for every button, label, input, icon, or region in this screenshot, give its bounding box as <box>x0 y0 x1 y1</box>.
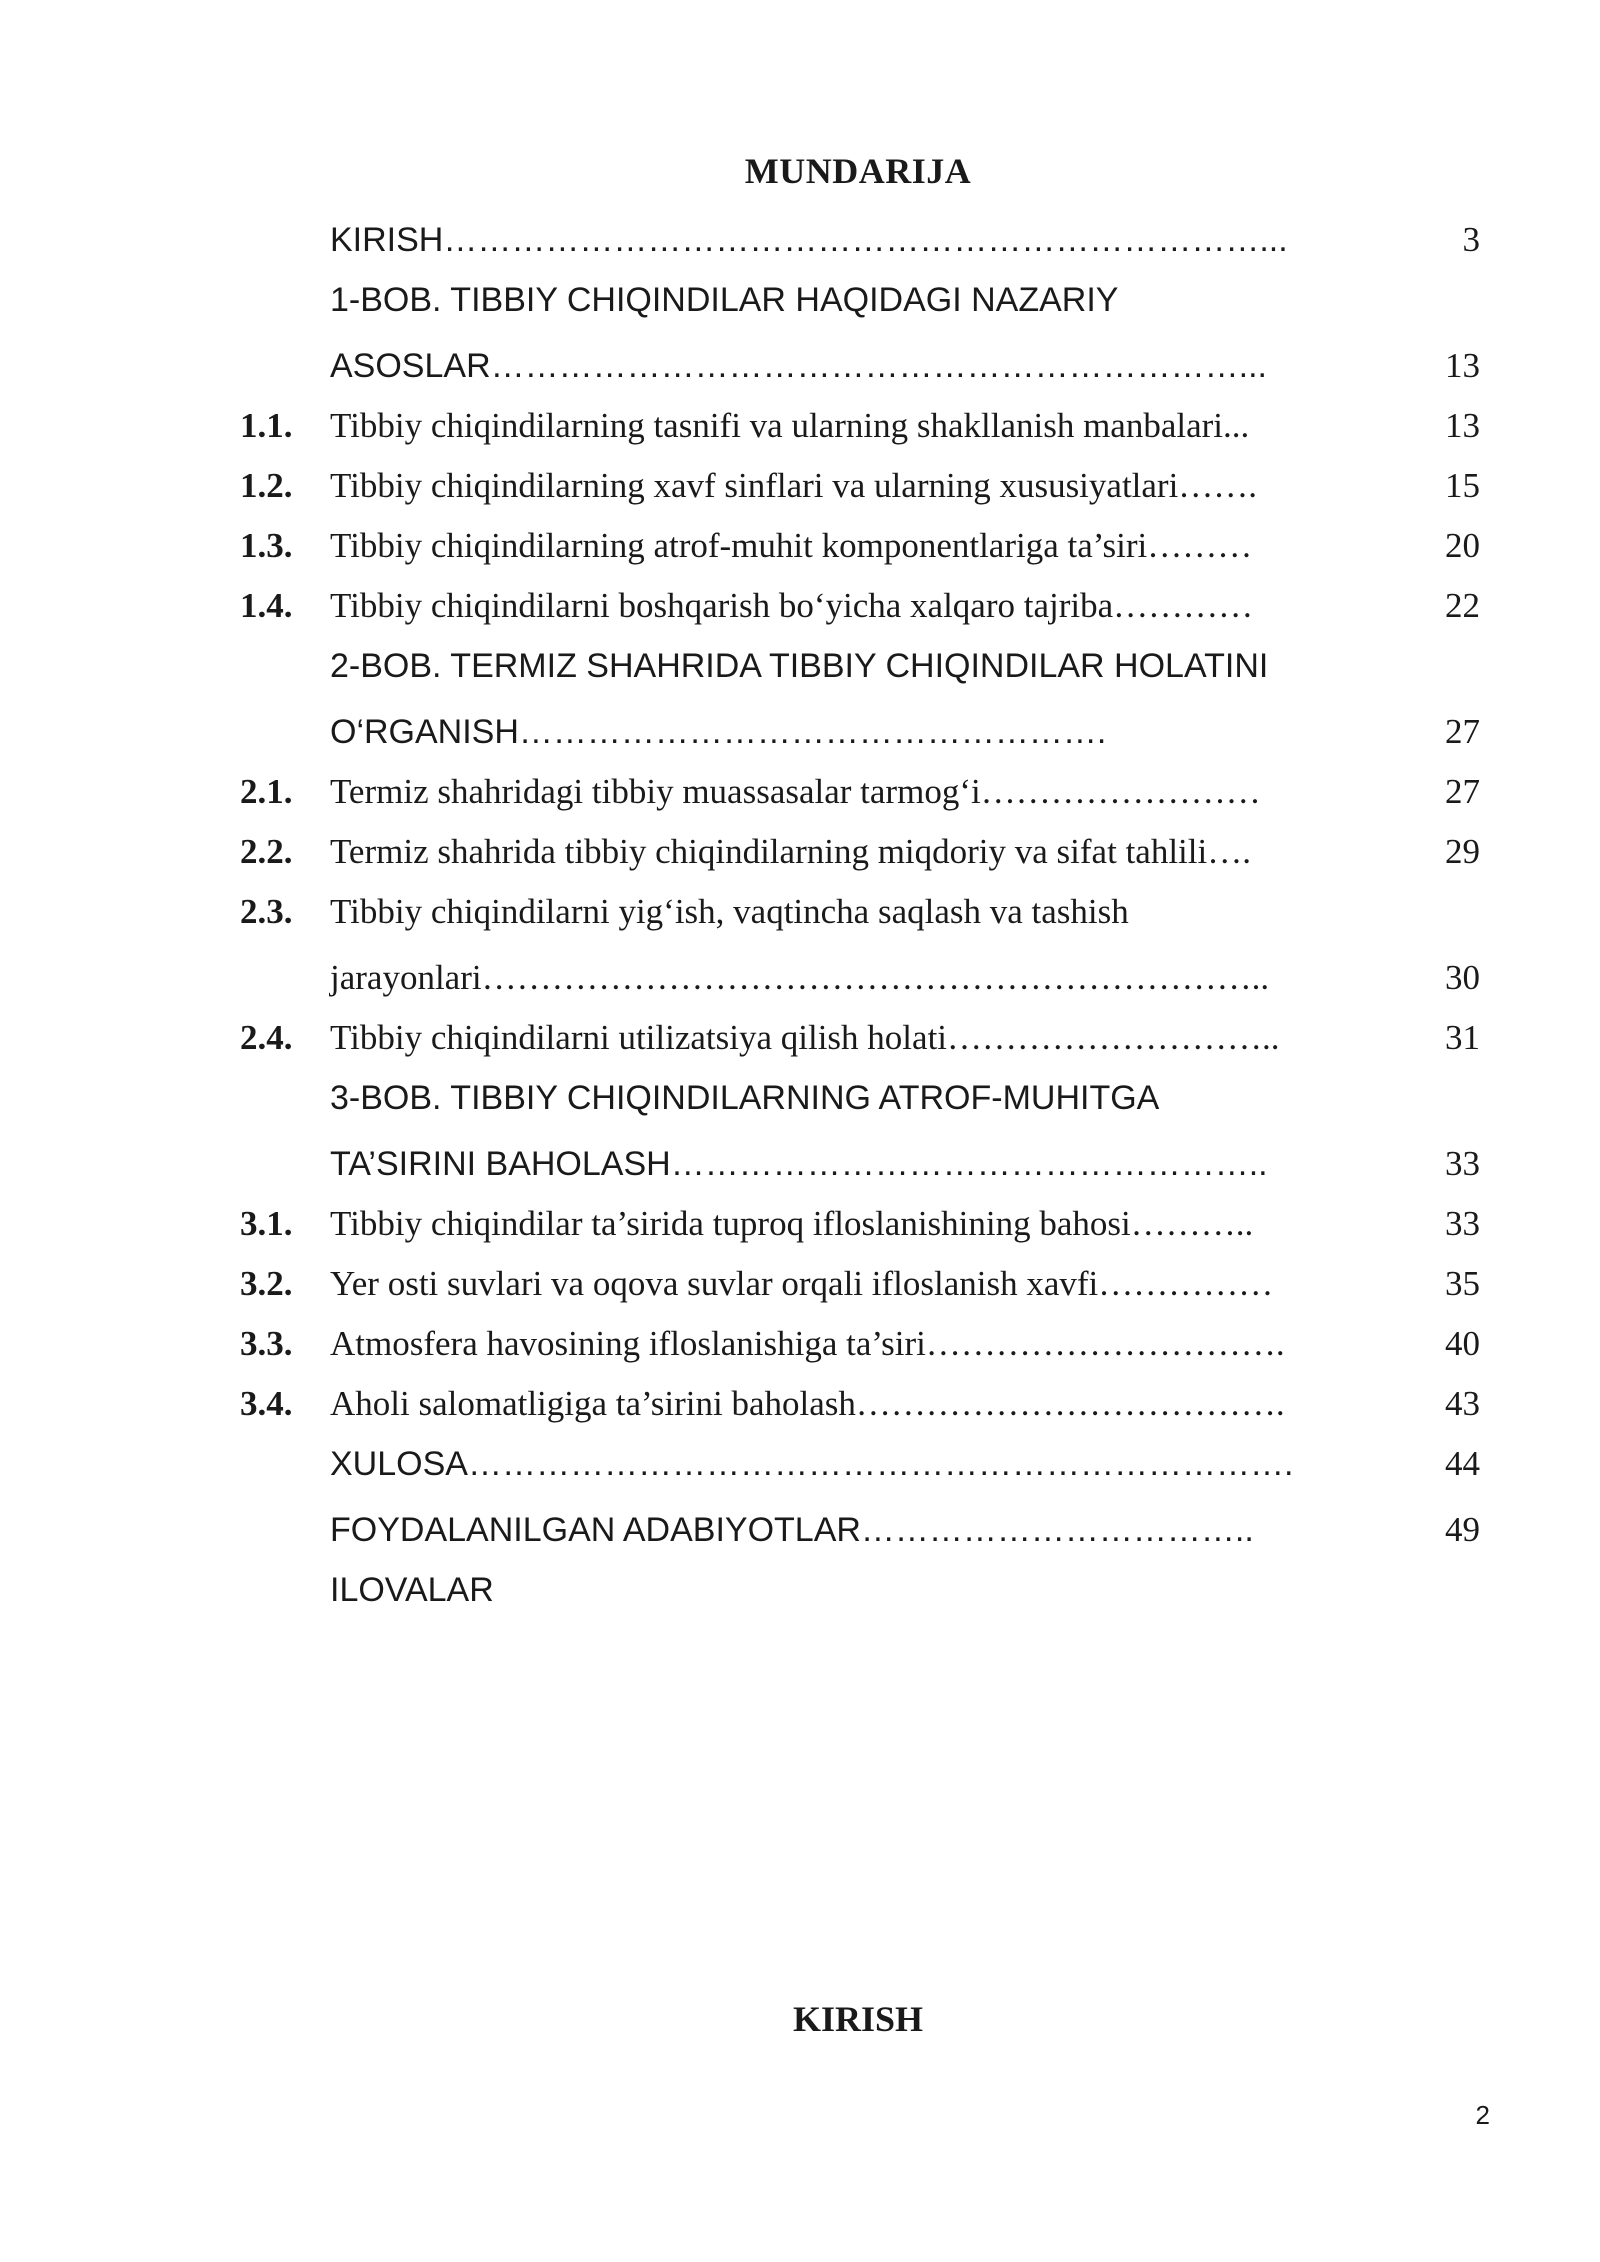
toc-title: MUNDARIJA <box>744 151 972 191</box>
toc-entry-number: 2.3. <box>240 892 293 931</box>
toc-entry <box>240 1374 1480 1434</box>
toc-entry-page: 30 <box>1445 958 1480 997</box>
toc-entry-page: 15 <box>1445 466 1480 505</box>
toc-entry-number: 1.4. <box>240 586 293 625</box>
toc-entry <box>240 1254 1480 1314</box>
toc-entry-title: FOYDALANILGAN ADABIYOTLAR…………………………….. <box>330 1511 1254 1549</box>
toc-entry-title: KIRISH………………………………………………………………... <box>330 221 1288 259</box>
toc-entry-title: O‘RGANISH……………………………………………. <box>330 713 1107 751</box>
toc-entry-title: ILOVALAR <box>330 1571 494 1609</box>
toc-entry-page: 27 <box>1445 712 1480 751</box>
toc-entry <box>240 456 1480 516</box>
toc-entry-title: Tibbiy chiqindilarning tasnifi va ularning shakllanish manbalari... <box>330 406 1250 445</box>
toc-entry <box>240 1434 1480 1500</box>
toc-entry-page: 33 <box>1445 1204 1480 1243</box>
toc-entry <box>240 1068 1480 1134</box>
toc-entry-page: 13 <box>1445 406 1480 445</box>
toc-entry-number: 1.3. <box>240 526 293 565</box>
toc-entry-title: Aholi salomatligiga ta’sirini baholash………………………………. <box>330 1384 1285 1423</box>
toc-entry <box>240 336 1480 396</box>
toc-entry-title: Tibbiy chiqindilarni boshqarish bo‘yicha xalqaro tajriba………… <box>330 586 1254 625</box>
toc-entry <box>240 1008 1480 1068</box>
toc-entry-page: 49 <box>1445 1510 1480 1549</box>
table-of-contents <box>240 210 1480 1620</box>
toc-entry <box>240 210 1480 270</box>
toc-entry <box>240 1560 1480 1620</box>
section-title-kirish: KIRISH <box>792 1999 924 2039</box>
toc-entry-title: Tibbiy chiqindilarni yig‘ish, vaqtincha saqlash va tashish <box>330 892 1129 931</box>
toc-entry-title: Termiz shahrida tibbiy chiqindilarning miqdoriy va sifat tahlili…. <box>330 832 1251 871</box>
toc-entry-number: 2.2. <box>240 832 293 871</box>
page-number: 2 <box>1475 2100 1490 2130</box>
toc-entry-title: Termiz shahridagi tibbiy muassasalar tarmog‘i…………………… <box>330 772 1261 811</box>
toc-entry-title: 3-BOB. TIBBIY CHIQINDILARNING ATROF-MUHITGA <box>330 1079 1160 1117</box>
toc-entry-page: 43 <box>1445 1384 1480 1423</box>
toc-entry <box>240 822 1480 882</box>
toc-entry-page: 44 <box>1445 1444 1480 1483</box>
toc-entry-title: Tibbiy chiqindilarning atrof-muhit komponentlariga ta’siri……… <box>330 526 1253 565</box>
toc-entry <box>240 516 1480 576</box>
toc-entry <box>240 1134 1480 1194</box>
toc-entry-page: 40 <box>1445 1324 1480 1363</box>
toc-entry-page: 20 <box>1445 526 1480 565</box>
toc-entry-page: 22 <box>1445 586 1480 625</box>
toc-entry-page: 27 <box>1445 772 1480 811</box>
toc-entry-number: 2.4. <box>240 1018 293 1057</box>
toc-entry-title: Yer osti suvlari va oqova suvlar orqali ifloslanish xavfi…………… <box>330 1264 1274 1303</box>
toc-entry-number: 3.2. <box>240 1264 293 1303</box>
toc-entry-title: XULOSA………………………………………………………………. <box>330 1445 1294 1483</box>
toc-entry-number: 3.3. <box>240 1324 293 1363</box>
toc-entry-page: 35 <box>1445 1264 1480 1303</box>
toc-entry-page: 31 <box>1445 1018 1480 1057</box>
toc-entry <box>240 702 1480 762</box>
toc-entry-title: jarayonlari………………………………………………………….. <box>330 958 1270 997</box>
toc-entry-title: TA’SIRINI BAHOLASH…………………………………………….. <box>330 1145 1268 1183</box>
toc-entry-title: 1-BOB. TIBBIY CHIQINDILAR HAQIDAGI NAZARIY <box>330 281 1119 319</box>
toc-entry <box>240 1194 1480 1254</box>
toc-entry <box>240 1314 1480 1374</box>
toc-entry-page: 13 <box>1445 346 1480 385</box>
toc-entry-title: 2-BOB. TERMIZ SHAHRIDA TIBBIY CHIQINDILAR HOLATINI <box>330 647 1269 685</box>
toc-entry-number: 3.1. <box>240 1204 293 1243</box>
toc-entry-number: 1.1. <box>240 406 293 445</box>
toc-entry <box>240 762 1480 822</box>
toc-entry <box>240 396 1480 456</box>
toc-entry <box>240 636 1480 702</box>
toc-entry-page: 33 <box>1445 1144 1480 1183</box>
toc-entry-page: 29 <box>1445 832 1480 871</box>
toc-entry-title: Tibbiy chiqindilarning xavf sinflari va ularning xususiyatlari……. <box>330 466 1258 505</box>
toc-entry-title: Atmosfera havosining ifloslanishiga ta’siri…………………………. <box>330 1324 1285 1363</box>
toc-entry-page: 3 <box>1462 220 1480 259</box>
toc-entry-title: Tibbiy chiqindilarni utilizatsiya qilish holati……………………….. <box>330 1018 1280 1057</box>
toc-entry <box>240 1500 1480 1560</box>
toc-entry-number: 1.2. <box>240 466 293 505</box>
toc-entry-number: 3.4. <box>240 1384 293 1423</box>
toc-entry-title: ASOSLAR…………………………………………………………... <box>330 347 1267 385</box>
toc-entry <box>240 882 1480 948</box>
toc-entry <box>240 576 1480 636</box>
toc-entry-title: Tibbiy chiqindilar ta’sirida tuproq ifloslanishining bahosi……….. <box>330 1204 1254 1243</box>
toc-entry <box>240 270 1480 336</box>
toc-entry <box>240 948 1480 1008</box>
toc-entry-number: 2.1. <box>240 772 293 811</box>
